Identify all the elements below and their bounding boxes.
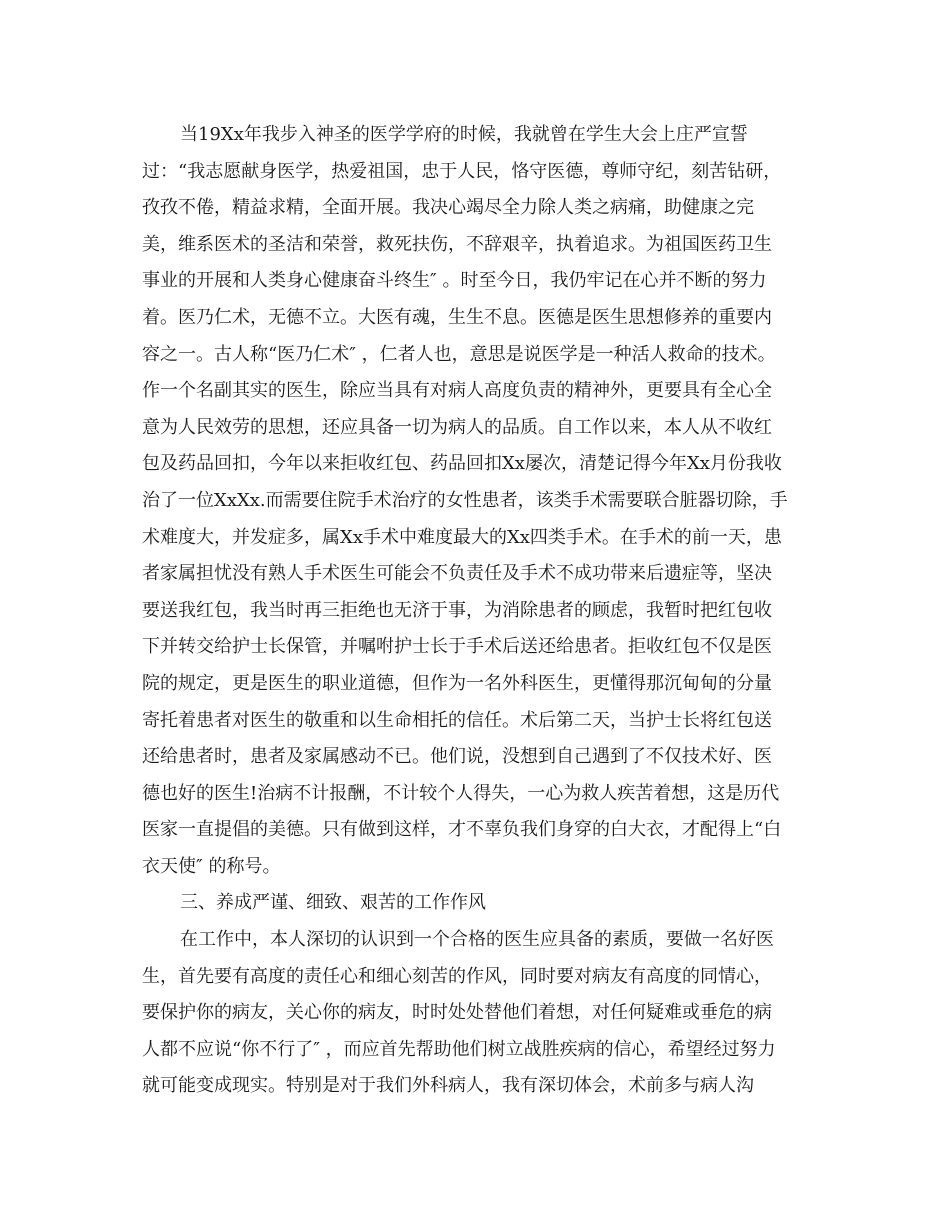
text-line: 人都不应说“你不行了″ ，而应首先帮助他们树立战胜疾病的信心，希望经过努力 xyxy=(142,1038,776,1060)
text-line: 美，维系医术的圣洁和荣誉，救死扶伤，不辞艰辛，执着追求。为祖国医药卫生 xyxy=(142,233,772,255)
section-heading: 三、养成严谨、细致、艰苦的工作作风 xyxy=(180,892,486,914)
text-line: 意为人民效劳的思想，还应具备一切为病人的品质。自工作以来，本人从不收红 xyxy=(142,416,772,438)
text-line: 要送我红包，我当时再三拒绝也无济于事，为消除患者的顾虑，我暂时把红包收 xyxy=(142,599,772,621)
text-line: 要保护你的病友，关心你的病友，时时处处替他们着想，对任何疑难或垂危的病 xyxy=(142,1002,772,1024)
text-line: 还给患者时，患者及家属感动不已。他们说，没想到自己遇到了不仅技术好、医 xyxy=(142,746,772,768)
text-line: 事业的开展和人类身心健康奋斗终生″ 。时至今日，我仍牢记在心并不断的努力 xyxy=(142,270,767,292)
text-line: 过：“我志愿献身医学，热爱祖国，忠于人民，恪守医德，尊师守纪，刻苦钻研， xyxy=(142,160,782,182)
paragraph-oath xyxy=(142,117,812,885)
paragraph-work-style xyxy=(142,922,812,1105)
text-line: 寄托着患者对医生的敬重和以生命相托的信任。术后第二天，当护士长将红包送 xyxy=(142,709,772,731)
text-line: 院的规定，更是医生的职业道德，但作为一名外科医生，更懂得那沉甸甸的分量 xyxy=(142,672,772,694)
text-line: 在工作中，本人深切的认识到一个合格的医生应具备的素质，要做一名好医 xyxy=(180,929,774,951)
text-line: 术难度大，并发症多，属Xx手术中难度最大的Xx四类手术。在手术的前一天，患 xyxy=(142,526,782,548)
text-line: 包及药品回扣，今年以来拒收红包、药品回扣Xx屡次，清楚记得今年Xx月份我收 xyxy=(142,453,782,475)
body-text xyxy=(142,117,812,1105)
text-line: 者家属担忧没有熟人手术医生可能会不负责任及手术不成功带来后遗症等，坚决 xyxy=(142,563,772,585)
text-line: 作一个名副其实的医生，除应当具有对病人高度负责的精神外，更要具有全心全 xyxy=(142,380,772,402)
text-line: 德也好的医生!治病不计报酬，不计较个人得失，一心为救人疾苦着想，这是历代 xyxy=(142,782,780,804)
text-line: 医家一直提倡的美德。只有做到这样，才不辜负我们身穿的白大衣，才配得上“白 xyxy=(142,819,782,841)
text-line: 着。医乃仁术，无德不立。大医有魂，生生不息。医德是医生思想修养的重要内 xyxy=(142,306,772,328)
text-line: 衣天使″ 的称号。 xyxy=(142,855,281,877)
text-line: 孜孜不倦，精益求精，全面开展。我决心竭尽全力除人类之病痛，助健康之完 xyxy=(142,197,754,219)
text-line: 容之一。古人称“医乃仁术″ ，仁者人也，意思是说医学是一种活人救命的技术。 xyxy=(142,343,776,365)
text-line: 生，首先要有高度的责任心和细心刻苦的作风，同时要对病友有高度的同情心， xyxy=(142,965,772,987)
text-line: 治了一位XxXx.而需要住院手术治疗的女性患者，该类手术需要联合脏器切除，手 xyxy=(142,489,788,511)
text-line: 当19Xx年我步入神圣的医学学府的时候，我就曾在学生大会上庄严宣誓 xyxy=(180,124,748,145)
text-line: 下并转交给护士长保管，并嘱咐护士长于手术后送还给患者。拒收红包不仅是医 xyxy=(142,636,772,658)
text-line: 就可能变成现实。特别是对于我们外科病人，我有深切体会，术前多与病人沟 xyxy=(142,1075,754,1097)
